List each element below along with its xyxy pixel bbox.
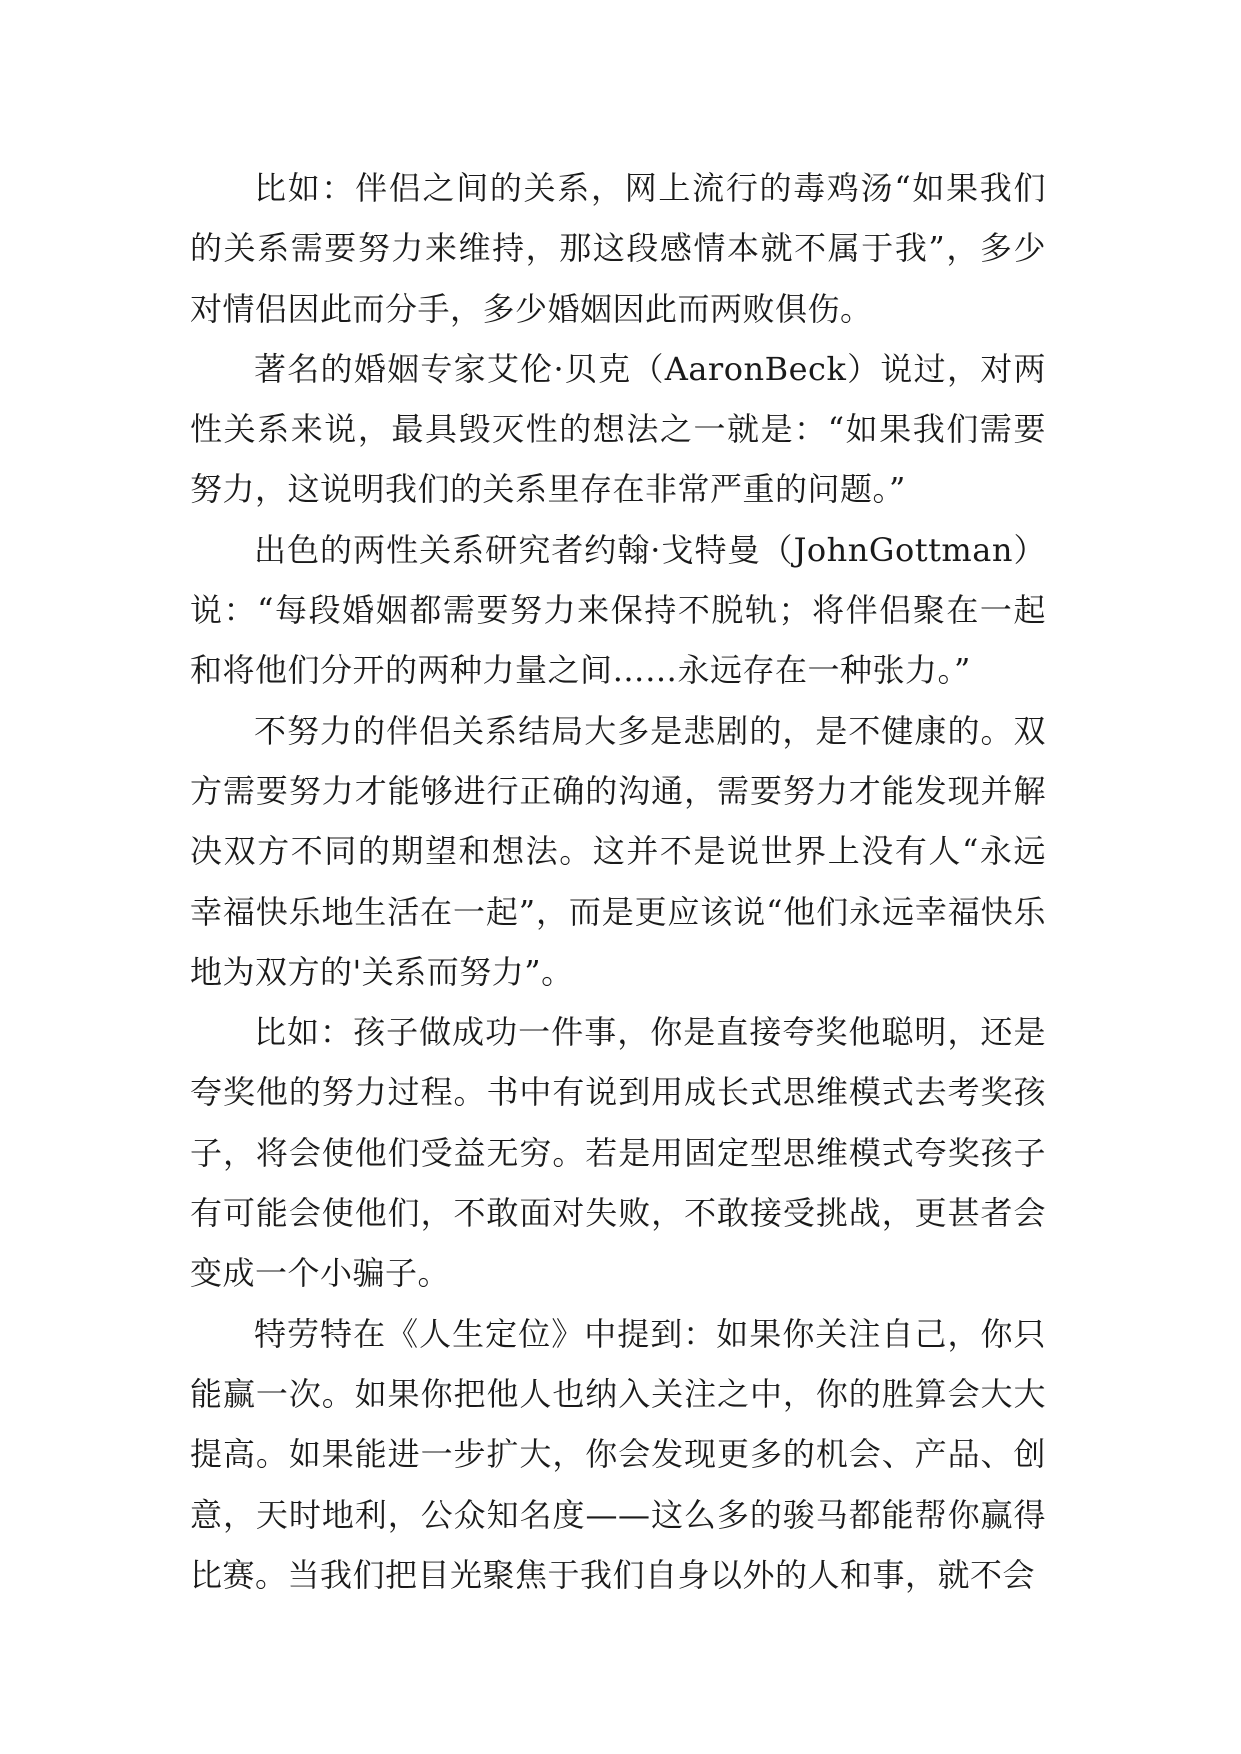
paragraph-john-gottman-quote: 出色的两性关系研究者约翰·戈特曼（JohnGottman）说：“每段婚姻都需要努力来保持不脱轨；将伴侣聚在一起和将他们分开的两种力量之间……永远存在一种张力。” <box>190 530 1046 690</box>
paragraph-effort-in-relationships: 不努力的伴侣关系结局大多是悲剧的，是不健康的。双方需要努力才能够进行正确的沟通，需要努力才能发现并解决双方不同的期望和想法。这并不是说世界上没有人“永远幸福快乐地生活在一起”，而是更应该说“他们永远幸福快乐地为双方的'关系而努力”。 <box>190 711 1046 991</box>
paragraph-trout-positioning: 特劳特在《人生定位》中提到：如果你关注自己，你只能赢一次。如果你把他人也纳入关注之中，你的胜算会大大提高。如果能进一步扩大，你会发现更多的机会、产品、创意，天时地利，公众知名度——这么多的骏马都能帮你赢得比赛。当我们把目光聚焦于我们自身以外的人和事，就不会 <box>190 1314 1046 1594</box>
document-body <box>190 158 1046 1605</box>
paragraph-partner-relationship: 比如：伴侣之间的关系，网上流行的毒鸡汤“如果我们的关系需要努力来维持，那这段感情本就不属于我”，多少对情侣因此而分手，多少婚姻因此而两败俱伤。 <box>190 169 1046 328</box>
paragraph-aaron-beck-quote: 著名的婚姻专家艾伦·贝克（AaronBeck）说过，对两性关系来说，最具毁灭性的想法之一就是：“如果我们需要努力，这说明我们的关系里存在非常严重的问题。” <box>190 349 1046 509</box>
paragraph-praising-children: 比如：孩子做成功一件事，你是直接夸奖他聪明，还是夸奖他的努力过程。书中有说到用成长式思维模式去考奖孩子，将会使他们受益无穷。若是用固定型思维模式夸奖孩子有可能会使他们，不敢面对失败，不敢接受挑战，更甚者会变成一个小骗子。 <box>190 1013 1046 1293</box>
